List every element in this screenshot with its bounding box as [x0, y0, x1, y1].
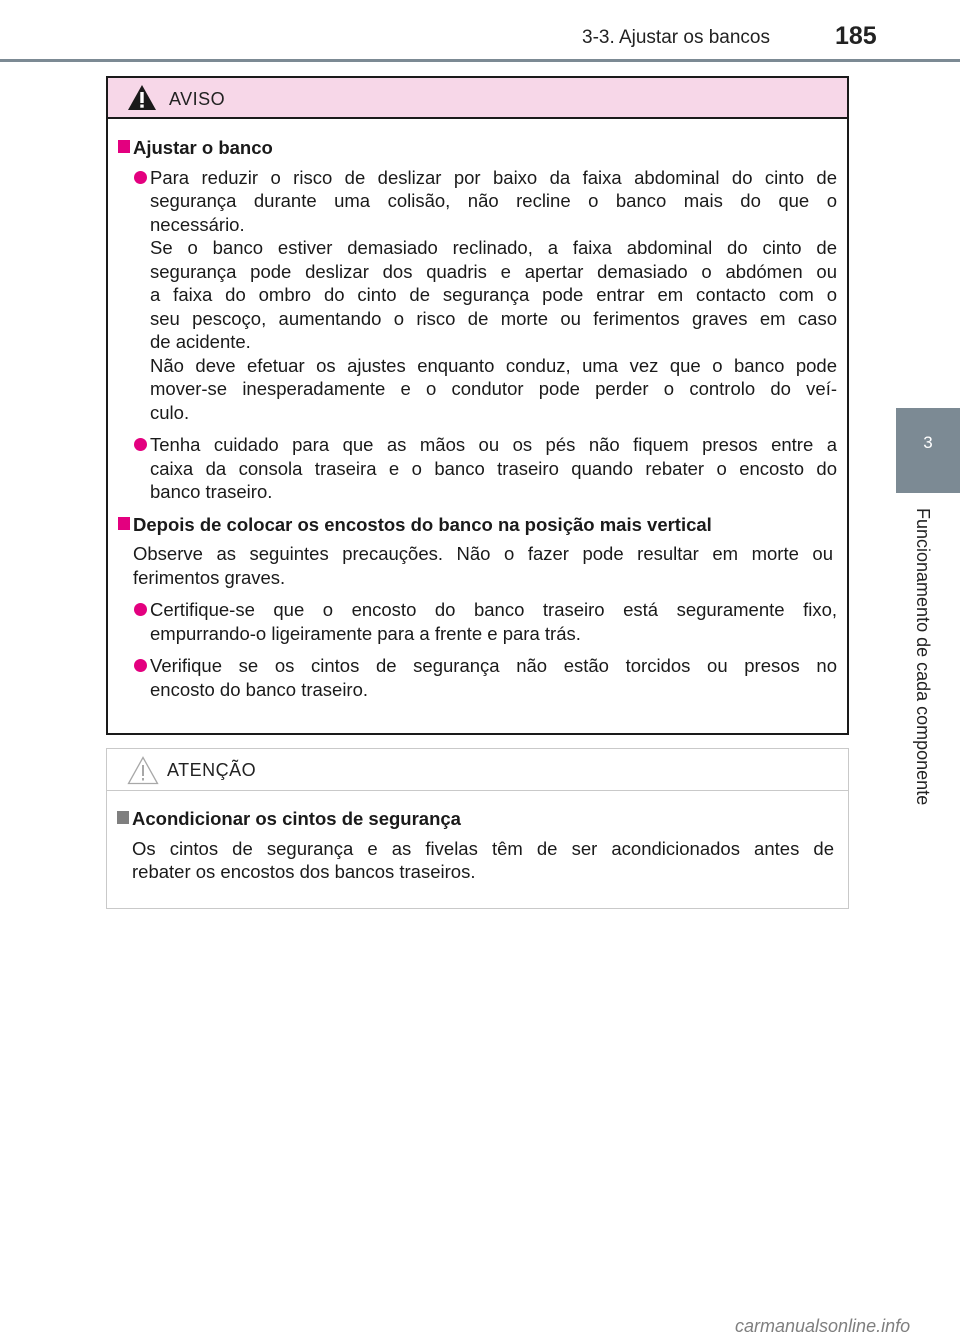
section-heading-adjust-seat: Ajustar o banco	[118, 136, 837, 160]
caution-box	[106, 748, 849, 909]
caution-header	[107, 749, 848, 791]
square-bullet-icon	[117, 811, 129, 824]
intro-paragraph: Observe as seguintes precauções. Não o fazer pode resultar em morte ou ferimentos graves.	[133, 543, 833, 588]
warning-box	[106, 76, 849, 735]
chapter-tab[interactable]	[896, 408, 960, 493]
warning-title: AVISO	[169, 89, 226, 109]
caution-triangle-icon	[127, 756, 159, 785]
chapter-number: 3	[923, 433, 933, 452]
header-rule	[0, 59, 960, 62]
bullet-item: Para reduzir o risco de deslizar por baixo da faixa abdominal do cinto de segurança durante uma colisão, não recline o banco mais do que o necessário. Se o banco estiver demasiado reclinado, a faixa abdominal do cinto de segurança pode deslizar dos quadris e apertar demasiado o abdómen ou a faixa do ombro do cinto de segurança pode entrar em contacto com o seu pescoço, aumentando o risco de morte ou ferimentos graves em caso de acidente. Não deve efetuar os ajustes enquanto conduz, uma vez que o banco pode mover-se inesperadamente e o condutor pode perder o controlo do veí- culo.	[118, 166, 837, 425]
page-number: 185	[835, 22, 877, 50]
bullet-item: Tenha cuidado para que as mãos ou os pés não fiquem presos entre a caixa da consola traseira e o banco traseiro quando rebater o encosto do banco traseiro.	[118, 433, 837, 504]
section-heading-stow-belts: Acondicionar os cintos de segurança	[117, 807, 838, 831]
caution-title: ATENÇÃO	[167, 760, 257, 780]
square-bullet-icon	[118, 140, 130, 153]
bullet-item: Verifique se os cintos de segurança não estão torcidos ou presos no encosto do banco traseiro.	[118, 654, 837, 701]
warning-triangle-icon	[127, 84, 157, 111]
caution-paragraph: Os cintos de segurança e as fivelas têm de ser acondicionados antes de rebater os encostos dos bancos traseiros.	[132, 837, 834, 882]
warning-header	[108, 78, 847, 119]
bullet-dot-icon	[134, 603, 147, 616]
section-heading-seatback-upright: Depois de colocar os encostos do banco na posição mais vertical	[118, 513, 837, 537]
chapter-label: Funcionamento de cada componente	[913, 508, 933, 806]
square-bullet-icon	[118, 517, 130, 530]
watermark: carmanualsonline.info	[735, 1316, 911, 1336]
bullet-dot-icon	[134, 659, 147, 672]
bullet-dot-icon	[134, 171, 147, 184]
bullet-item: Certifique-se que o encosto do banco traseiro está seguramente fixo, empurrando-o ligeiramente para a frente e para trás.	[118, 598, 837, 645]
section-title: 3-3. Ajustar os bancos	[582, 27, 770, 48]
bullet-dot-icon	[134, 438, 147, 451]
